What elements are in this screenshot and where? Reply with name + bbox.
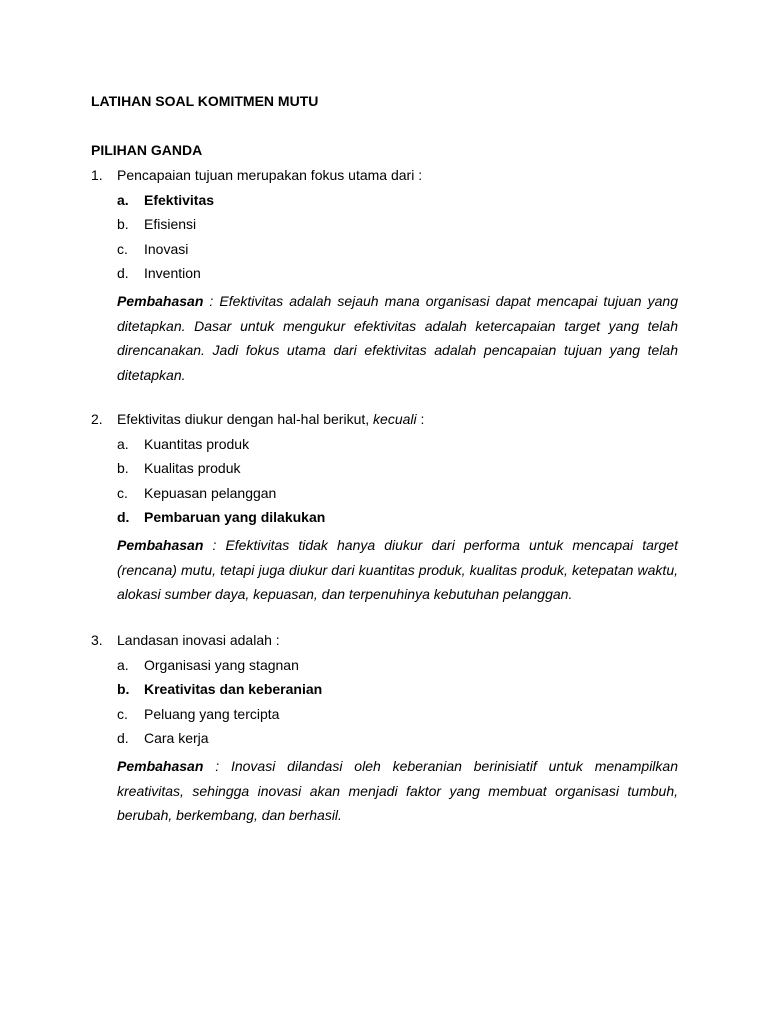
option-text: Inovasi <box>144 240 189 257</box>
question-text: Pencapaian tujuan merupakan fokus utama dari : <box>117 167 423 183</box>
question-text-emphasis: kecuali <box>373 411 417 427</box>
question-1 <box>0 166 768 387</box>
option-a <box>0 435 768 460</box>
question-text <box>117 410 424 428</box>
option-text: Efisiensi <box>144 216 197 233</box>
option-d <box>0 729 768 754</box>
question-text: Landasan inovasi adalah : <box>117 632 280 648</box>
option-c <box>0 484 768 509</box>
question-row <box>0 166 768 191</box>
option-c <box>0 705 768 730</box>
option-c <box>0 240 768 265</box>
option-b <box>0 459 768 484</box>
question-row <box>0 410 768 435</box>
question-number: 3. <box>91 632 103 648</box>
explanation-text: : Efektivitas adalah sejauh mana organisasi dapat mencapai tujuan yang ditetapkan. Dasar untuk mengukur efektivitas adalah ketercapaian target yang telah direncanakan. Jadi fokus utama dari efektivitas adalah pencapaian tujuan yang telah ditetapkan. <box>117 292 678 383</box>
question-2 <box>0 410 768 607</box>
option-letter: d. <box>117 730 129 747</box>
question-3 <box>0 631 768 828</box>
explanation-label: Pembahasan <box>117 757 204 774</box>
document-title: LATIHAN SOAL KOMITMEN MUTU <box>91 93 319 109</box>
option-d <box>0 508 768 533</box>
option-b <box>0 215 768 240</box>
option-text: Pembaruan yang dilakukan <box>144 509 326 526</box>
option-text: Efektivitas <box>144 191 215 208</box>
option-letter: b. <box>117 460 129 477</box>
option-text: Kualitas produk <box>144 460 241 477</box>
option-a <box>0 191 768 216</box>
option-text: Kepuasan pelanggan <box>144 484 277 501</box>
option-text: Peluang yang tercipta <box>144 705 280 722</box>
option-b <box>0 680 768 705</box>
option-text: Invention <box>144 265 201 282</box>
option-a <box>0 656 768 681</box>
section-title: PILIHAN GANDA <box>91 142 203 158</box>
option-text: Kuantitas produk <box>144 435 250 452</box>
option-letter: c. <box>117 484 128 501</box>
option-text: Kreativitas dan keberanian <box>144 681 323 698</box>
option-letter: a. <box>117 435 129 452</box>
explanation-label: Pembahasan <box>117 536 204 553</box>
option-d <box>0 264 768 289</box>
question-number: 2. <box>91 411 103 427</box>
option-text: Organisasi yang stagnan <box>144 656 299 673</box>
question-number: 1. <box>91 167 103 183</box>
option-letter: b. <box>117 681 130 698</box>
option-text: Cara kerja <box>144 730 209 747</box>
explanation <box>117 754 678 828</box>
explanation-text: : Inovasi dilandasi oleh keberanian berinisiatif untuk menampilkan kreativitas, sehingga inovasi akan menjadi faktor yang membuat organisasi tumbuh, berubah, berkembang, dan berhasil. <box>117 757 678 824</box>
option-letter: d. <box>117 509 130 526</box>
option-letter: b. <box>117 216 129 233</box>
question-text-suffix: : <box>416 411 425 427</box>
option-letter: a. <box>117 191 129 208</box>
explanation-label: Pembahasan <box>117 292 204 309</box>
option-letter: d. <box>117 265 129 282</box>
explanation <box>117 533 678 607</box>
option-letter: a. <box>117 656 129 673</box>
option-letter: c. <box>117 705 128 722</box>
explanation-text: : Efektivitas tidak hanya diukur dari performa untuk mencapai target (rencana) mutu, tetapi juga diukur dari kuantitas produk, kualitas produk, ketepatan waktu, alokasi sumber daya, kepuasan, dan terpenuhinya kebutuhan pelanggan. <box>117 536 678 603</box>
option-letter: c. <box>117 240 128 257</box>
question-row <box>0 631 768 656</box>
explanation <box>117 289 678 387</box>
question-text-main: Efektivitas diukur dengan hal-hal berikut, <box>117 411 374 427</box>
